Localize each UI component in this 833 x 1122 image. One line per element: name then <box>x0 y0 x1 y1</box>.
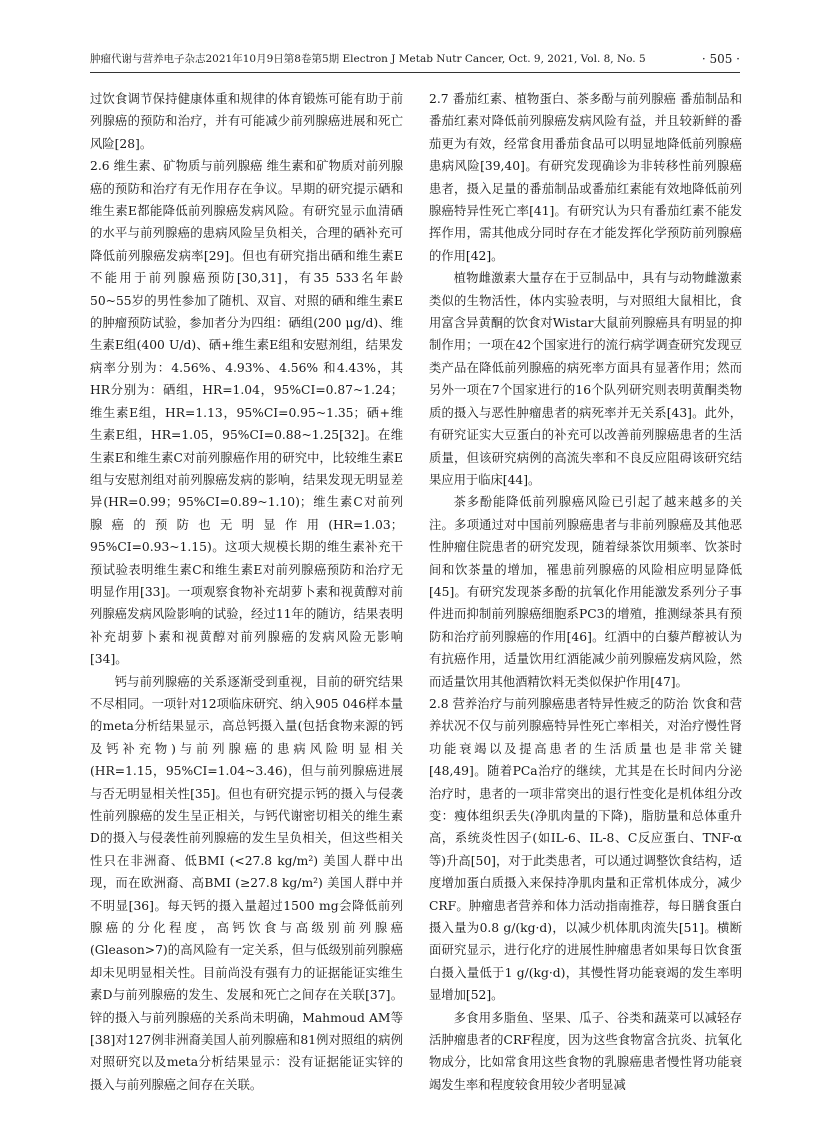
header-rule <box>90 72 740 73</box>
section-2-6-paragraph: 2.6 维生素、矿物质与前列腺癌 维生素和矿物质对前列腺癌的预防和治疗有无作用存在争议。早期的研究提示硒和维生素E都能降低前列腺癌发病风险。有研究显示血清硒的水平与前列腺癌的患病风险呈负相关，合理的硒补充可降低前列腺癌发病率[29]。但也有研究指出硒和维生素E不能用于前列腺癌预防[30,31]，有35 533名年龄50~55岁的男性参加了随机、双盲、对照的硒和维生素E的肿瘤预防试验，参加者分为四组：硒组(200 μg/d)、维生素E组(400 U/d)、硒+维生素E组和安慰剂组，结果发病率分别为：4.56%、4.93%、4.56% 和4.43%，其HR分别为：硒组，HR=1.04，95%CI=0.87~1.24；维生素E组，HR=1.13，95%CI=0.95~1.35；硒+维生素E组，HR=1.05，95%CI=0.88~1.25[32]。在维生素E和维生素C对前列腺癌作用的研究中，比较维生素E组与安慰剂组对前列腺癌发病的影响，结果发现无明显差异(HR=0.99；95%CI=0.89~1.10)；维生素C对前列腺癌的预防也无明显作用(HR=1.03；95%CI=0.93~1.15)。这项大规模长期的维生素补充干预试验表明维生素C和维生素E对前列腺癌预防和治疗无明显作用[33]。一项观察食物补充胡萝卜素和视黄醇对前列腺癌发病风险影响的试验，经过11年的随访，结果表明补充胡萝卜素和视黄醇对前列腺癌的发病风险无影响[34]。 <box>90 159 403 667</box>
paragraph: 茶多酚能降低前列腺癌风险已引起了越来越多的关注。多项通过对中国前列腺癌患者与非前列腺癌及其他恶性肿瘤住院患者的研究发现，随着绿茶饮用频率、饮茶时间和饮茶量的增加，罹患前列腺癌的风险相应明显降低[45]。有研究发现茶多酚的抗氧化作用能激发系列分子事件进而抑制前列腺癌细胞系PC3的增殖，推测绿茶具有预防和治疗前列腺癌的作用[46]。红酒中的白藜芦醇被认为有抗癌作用，适量饮用红酒能减少前列腺癌发病风险，然而适量饮用其他酒精饮料无类似保护作用[47]。 <box>429 495 742 689</box>
running-header <box>90 48 740 70</box>
paragraph: 植物雌激素大量存在于豆制品中，具有与动物雌激素类似的生物活性，体内实验表明，与对照组大鼠相比，食用富含异黄酮的饮食对Wistar大鼠前列腺癌具有明显的抑制作用；一项在42个国家进行的流行病学调查研究发现豆类产品在降低前列腺癌的病死率方面具有显著作用；然而另外一项在7个国家进行的16个队列研究则表明黄酮类物质的摄入与恶性肿瘤患者的病死率并无关系[43]。此外，有研究证实大豆蛋白的补充可以改善前列腺癌患者的生活质量，但该研究病例的高流失率和不良反应阻碍该研究结果应用于临床[44]。 <box>429 271 742 487</box>
section-2-8-paragraph: 2.8 营养治疗与前列腺癌患者特异性疲乏的防治 饮食和营养状况不仅与前列腺癌特异性死亡率相关，对治疗慢性肾功能衰竭以及提高患者的生活质量也是非常关键[48,49]。随着PCa治疗的继续，尤其是在长时间内分泌治疗时，患者的一项非常突出的退行性变化是机体组分改变：瘦体组织丢失(净肌肉量的下降)，脂肪量和总体重升高，系统炎性因子(如IL-6、IL-8、C反应蛋白、TNF-α等)升高[50]，对于此类患者，可以通过调整饮食结构，适度增加蛋白质摄入来保持净肌肉量和正常机体成分，减少CRF。肿瘤患者营养和体力活动指南推荐，每日膳食蛋白摄入量为0.8 g/(kg·d)，以减少机体肌肉流失[51]。横断面研究显示，进行化疗的进展性肿瘤患者如果每日饮食蛋白摄入量低于1 g/(kg·d)，其慢性肾功能衰竭的发生率明显增加[52]。 <box>429 696 742 1003</box>
journal-citation: 肿瘤代谢与营养电子杂志2021年10月9日第8卷第5期 Electron J Metab Nutr Cancer, Oct. 9, 2021, Vol. 8, No. 5 <box>90 53 646 65</box>
section-2-7-paragraph: 2.7 番茄红素、植物蛋白、茶多酚与前列腺癌 番茄制品和番茄红素对降低前列腺癌发病风险有益，并且较新鲜的番茄更为有效，经常食用番茄食品可以明显地降低前列腺癌患病风险[39,40]。有研究发现确诊为非转移性前列腺癌患者，摄入足量的番茄制品或番茄红素能有效地降低前列腺癌特异性死亡率[41]。有研究认为只有番茄红素不能发挥作用，需其他成分同时存在才能发挥化学预防前列腺癌的作用[42]。 <box>429 92 742 263</box>
paragraph: 钙与前列腺癌的关系逐渐受到重视，目前的研究结果不尽相同。一项针对12项临床研究、纳入905 046样本量的meta分析结果显示，高总钙摄入量(包括食物来源的钙及钙补充物)与前列腺癌的患病风险明显相关(HR=1.15，95%CI=1.04~3.46)，但与前列腺癌进展与否无明显相关性[35]。但也有研究提示钙的摄入与侵袭性前列腺癌的发生呈正相关，与钙代谢密切相关的维生素D的摄入与侵袭性前列腺癌的发生呈负相关，但这些相关性只在非洲裔、低BMI (<27.8 kg/m²) 美国人群中出现，而在欧洲裔、高BMI (≥27.8 kg/m²) 美国人群中并不明显[36]。每天钙的摄入量超过1500 mg会降低前列腺癌的分化程度，高钙饮食与高级别前列腺癌(Gleason>7)的高风险有一定关系，但与低级别前列腺癌却未见明显相关性。目前尚没有强有力的证据能证实维生素D与前列腺癌的发生、发展和死亡之间存在关联[37]。锌的摄入与前列腺癌的关系尚未明确，Mahmoud AM等[38]对127例非洲裔美国人前列腺癌和81例对照组的病例对照研究以及meta分析结果显示：没有证据能证实锌的摄入与前列腺癌之间存在关联。 <box>90 674 403 1092</box>
right-column <box>429 88 742 1108</box>
left-column <box>90 88 403 1108</box>
paragraph: 多食用多脂鱼、坚果、瓜子、谷类和蔬菜可以减轻存活肿瘤患者的CRF程度，因为这些食物富含抗炎、抗氧化物成分，比如常食用这些食物的乳腺癌患者慢性肾功能衰竭发生率和程度较食用较少者明显减 <box>429 1010 742 1092</box>
page-number: · 505 · <box>701 52 740 66</box>
paragraph: 过饮食调节保持健康体重和规律的体育锻炼可能有助于前列腺癌的预防和治疗，并有可能减少前列腺癌进展和死亡风险[28]。 <box>90 92 403 151</box>
